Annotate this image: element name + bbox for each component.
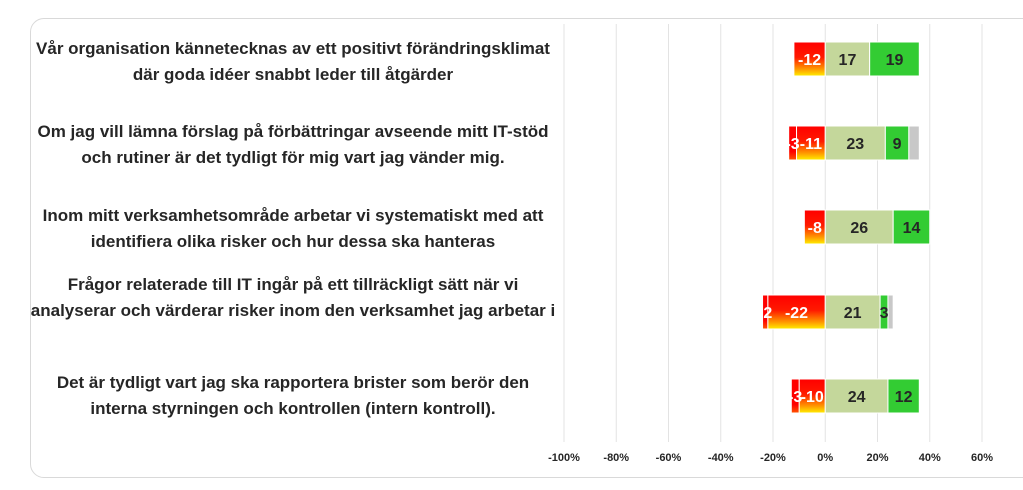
bar-segment-s5-row2 bbox=[909, 126, 919, 160]
bar-segment-s5-row4 bbox=[888, 295, 893, 329]
category-label-2: Om jag vill lämna förslag på förbättringar avseende mitt IT-stöd och rutiner är det tydligt för mig vart jag vänder mig. bbox=[37, 122, 549, 167]
x-tick-label: 20% bbox=[866, 452, 889, 464]
data-label-s3-row1: 17 bbox=[838, 52, 857, 69]
category-label-5: Det är tydligt vart jag ska rapportera brister som berör den interna styrningen och kontrollen (intern kontroll). bbox=[56, 373, 530, 418]
data-label-s4-row1: 19 bbox=[885, 52, 904, 69]
category-label-4: Frågor relaterade till IT ingår på ett tillräckligt sätt när vi analyserar och värderar risker inom den verksamhet jag arbetar i bbox=[30, 275, 556, 320]
data-label-s1-row4: -2 bbox=[758, 305, 773, 322]
x-tick-label: 40% bbox=[918, 452, 941, 464]
data-label-s1-row5: -3 bbox=[788, 389, 803, 406]
data-label-s2-row4: -22 bbox=[784, 305, 809, 322]
data-label-s4-row2: 9 bbox=[892, 136, 902, 153]
data-label-s1-row2: -3 bbox=[785, 136, 800, 153]
data-label-s2-row3: -8 bbox=[807, 220, 822, 237]
data-label-s3-row2: 23 bbox=[846, 136, 865, 153]
x-tick-label: 60% bbox=[970, 452, 994, 464]
data-label-s2-row2: -11 bbox=[799, 136, 823, 153]
data-label-s4-row3: 14 bbox=[902, 220, 921, 237]
data-label-s3-row4: 21 bbox=[843, 305, 862, 322]
data-label-s4-row5: 12 bbox=[894, 389, 913, 406]
data-label-s2-row5: -10 bbox=[800, 389, 824, 406]
category-label-3: Inom mitt verksamhetsområde arbetar vi systematiskt med att identifiera olika risker och hur dessa ska hanteras bbox=[42, 206, 544, 251]
x-tick-label: -80% bbox=[603, 452, 630, 464]
x-tick-label: -60% bbox=[655, 452, 682, 464]
category-label-1: Vår organisation kännetecknas av ett positivt förändringsklimat där goda idéer snabbt leder till åtgärder bbox=[36, 39, 550, 84]
data-label-s3-row3: 26 bbox=[850, 220, 869, 237]
x-tick-label: -100% bbox=[548, 452, 580, 464]
data-label-s3-row5: 24 bbox=[847, 389, 866, 406]
x-tick-label: -40% bbox=[707, 452, 734, 464]
data-label-s2-row1: -12 bbox=[798, 52, 822, 69]
x-tick-label: -20% bbox=[760, 452, 786, 464]
x-tick-label: 0% bbox=[817, 452, 834, 464]
data-label-s4-row4: 3 bbox=[879, 305, 889, 322]
